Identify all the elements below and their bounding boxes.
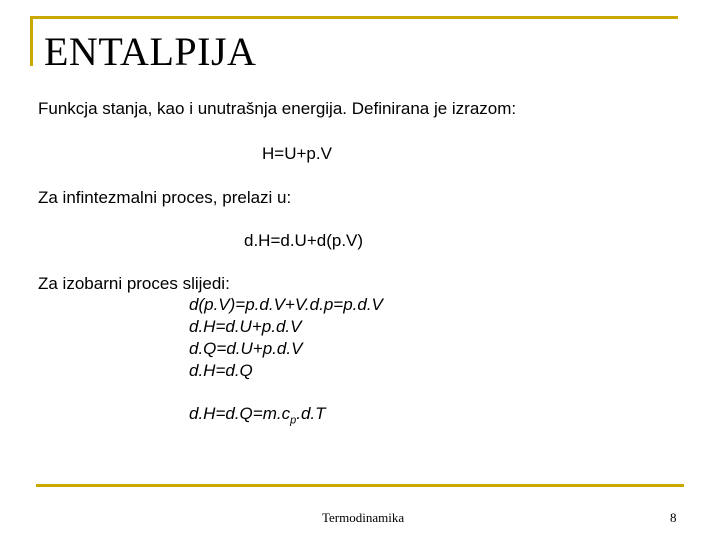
final-equation-suffix: .d.T <box>296 404 326 423</box>
equation-enthalpy: H=U+p.V <box>262 144 332 163</box>
final-equation <box>189 403 326 431</box>
derivation-line-1: d(p.V)=p.d.V+V.d.p=p.d.V <box>189 295 383 314</box>
top-accent-line <box>30 16 678 19</box>
infinitesimal-text: Za infintezmalni proces, prelazi u: <box>38 188 292 207</box>
final-equation-subscript: p <box>290 414 297 427</box>
final-equation-prefix: d.H=d.Q=m.c <box>189 404 291 423</box>
bottom-accent-line <box>36 484 684 487</box>
derivation-line-4: d.H=d.Q <box>189 361 253 380</box>
isobaric-text: Za izobarni proces slijedi: <box>38 274 230 293</box>
slide-title: ENTALPIJA <box>44 29 257 74</box>
equation-differential: d.H=d.U+d(p.V) <box>244 231 364 250</box>
footer-page-number: 8 <box>670 510 677 525</box>
intro-text: Funkcja stanja, kao i unutrašnja energija. Definirana je izrazom: <box>38 99 517 118</box>
derivation-line-3: d.Q=d.U+p.d.V <box>189 339 303 358</box>
footer-subject: Termodinamika <box>322 510 405 525</box>
left-accent-line <box>30 16 33 66</box>
derivation-line-2: d.H=d.U+p.d.V <box>189 317 302 336</box>
